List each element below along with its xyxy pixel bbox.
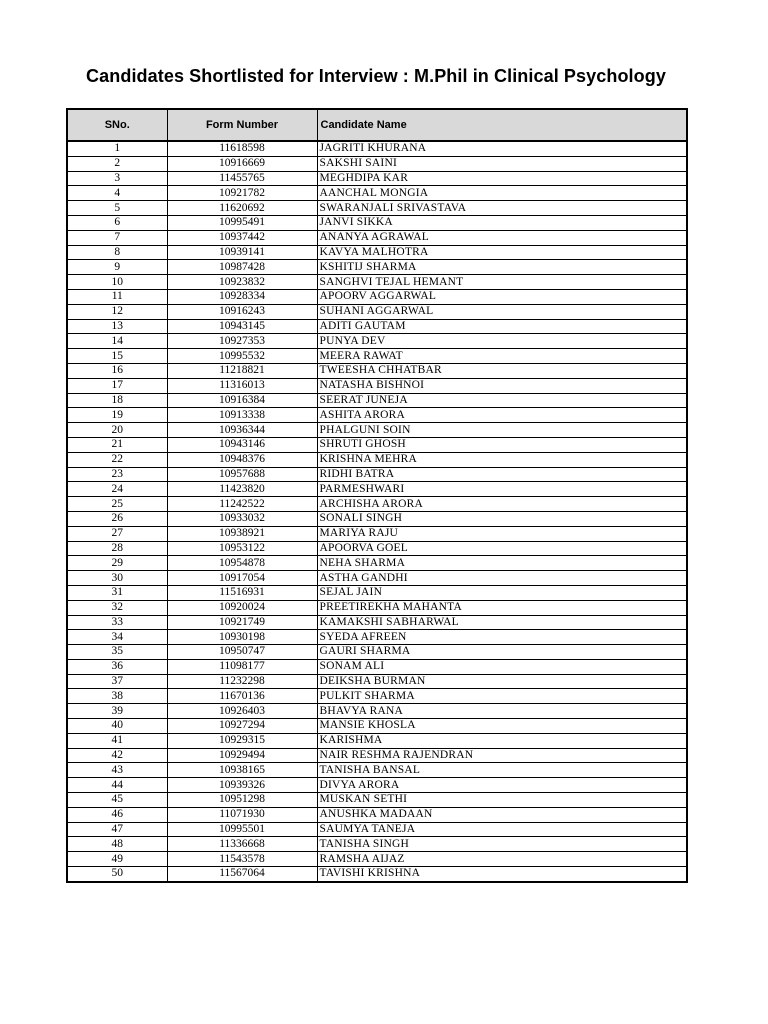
cell-form-number: 10995532 xyxy=(167,349,317,364)
cell-sno: 12 xyxy=(67,304,167,319)
cell-candidate-name: SHRUTI GHOSH xyxy=(317,437,687,452)
cell-sno: 29 xyxy=(67,556,167,571)
cell-candidate-name: SEERAT JUNEJA xyxy=(317,393,687,408)
cell-form-number: 11098177 xyxy=(167,659,317,674)
cell-candidate-name: KSHITIJ SHARMA xyxy=(317,260,687,275)
cell-sno: 33 xyxy=(67,615,167,630)
cell-form-number: 10953122 xyxy=(167,541,317,556)
cell-candidate-name: ASTHA GANDHI xyxy=(317,571,687,586)
cell-sno: 6 xyxy=(67,215,167,230)
cell-candidate-name: KARISHMA xyxy=(317,733,687,748)
cell-form-number: 10929315 xyxy=(167,733,317,748)
cell-candidate-name: ANANYA AGRAWAL xyxy=(317,230,687,245)
table-row xyxy=(67,245,687,260)
cell-form-number: 10950747 xyxy=(167,645,317,660)
cell-sno: 39 xyxy=(67,704,167,719)
cell-sno: 36 xyxy=(67,659,167,674)
table-row xyxy=(67,793,687,808)
table-row xyxy=(67,674,687,689)
header-sno: SNo. xyxy=(67,109,167,141)
table-row xyxy=(67,363,687,378)
cell-sno: 25 xyxy=(67,497,167,512)
cell-form-number: 10937442 xyxy=(167,230,317,245)
cell-candidate-name: APOORVA GOEL xyxy=(317,541,687,556)
cell-sno: 23 xyxy=(67,467,167,482)
cell-candidate-name: TWEESHA CHHATBAR xyxy=(317,363,687,378)
cell-sno: 22 xyxy=(67,452,167,467)
cell-form-number: 11218821 xyxy=(167,363,317,378)
cell-sno: 38 xyxy=(67,689,167,704)
table-row xyxy=(67,393,687,408)
table-row xyxy=(67,526,687,541)
table-row xyxy=(67,719,687,734)
table-row xyxy=(67,733,687,748)
cell-candidate-name: SYEDA AFREEN xyxy=(317,630,687,645)
cell-form-number: 10943146 xyxy=(167,437,317,452)
table-row xyxy=(67,630,687,645)
cell-sno: 50 xyxy=(67,867,167,882)
cell-sno: 42 xyxy=(67,748,167,763)
cell-sno: 49 xyxy=(67,852,167,867)
table-row xyxy=(67,467,687,482)
cell-candidate-name: DIVYA ARORA xyxy=(317,778,687,793)
cell-sno: 40 xyxy=(67,719,167,734)
cell-form-number: 10926403 xyxy=(167,704,317,719)
cell-form-number: 11567064 xyxy=(167,867,317,882)
table-row xyxy=(67,349,687,364)
cell-candidate-name: ASHITA ARORA xyxy=(317,408,687,423)
cell-sno: 4 xyxy=(67,186,167,201)
cell-candidate-name: GAURI SHARMA xyxy=(317,645,687,660)
cell-candidate-name: NEHA SHARMA xyxy=(317,556,687,571)
cell-form-number: 10921749 xyxy=(167,615,317,630)
cell-form-number: 10920024 xyxy=(167,600,317,615)
table-row xyxy=(67,319,687,334)
cell-sno: 32 xyxy=(67,600,167,615)
table-row xyxy=(67,748,687,763)
cell-sno: 17 xyxy=(67,378,167,393)
table-row xyxy=(67,689,687,704)
table-row xyxy=(67,600,687,615)
cell-candidate-name: APOORV AGGARWAL xyxy=(317,289,687,304)
table-row xyxy=(67,260,687,275)
cell-sno: 43 xyxy=(67,763,167,778)
cell-candidate-name: SONALI SINGH xyxy=(317,511,687,526)
cell-sno: 7 xyxy=(67,230,167,245)
table-row xyxy=(67,807,687,822)
cell-form-number: 10933032 xyxy=(167,511,317,526)
cell-candidate-name: MEGHDIPA KAR xyxy=(317,171,687,186)
cell-form-number: 10927353 xyxy=(167,334,317,349)
cell-form-number: 10995501 xyxy=(167,822,317,837)
table-row xyxy=(67,541,687,556)
cell-form-number: 10916243 xyxy=(167,304,317,319)
cell-sno: 3 xyxy=(67,171,167,186)
table-row xyxy=(67,482,687,497)
cell-form-number: 10938165 xyxy=(167,763,317,778)
cell-form-number: 10916669 xyxy=(167,156,317,171)
cell-form-number: 11316013 xyxy=(167,378,317,393)
cell-candidate-name: SANGHVI TEJAL HEMANT xyxy=(317,275,687,290)
cell-sno: 18 xyxy=(67,393,167,408)
cell-candidate-name: JANVI SIKKA xyxy=(317,215,687,230)
cell-form-number: 11336668 xyxy=(167,837,317,852)
table-row xyxy=(67,201,687,216)
cell-sno: 10 xyxy=(67,275,167,290)
cell-sno: 24 xyxy=(67,482,167,497)
cell-candidate-name: ANUSHKA MADAAN xyxy=(317,807,687,822)
cell-candidate-name: TAVISHI KRISHNA xyxy=(317,867,687,882)
cell-candidate-name: MEERA RAWAT xyxy=(317,349,687,364)
cell-candidate-name: SEJAL JAIN xyxy=(317,585,687,600)
cell-sno: 21 xyxy=(67,437,167,452)
cell-form-number: 10917054 xyxy=(167,571,317,586)
cell-candidate-name: KAVYA MALHOTRA xyxy=(317,245,687,260)
table-row xyxy=(67,585,687,600)
table-row xyxy=(67,171,687,186)
cell-sno: 11 xyxy=(67,289,167,304)
cell-form-number: 10951298 xyxy=(167,793,317,808)
cell-sno: 20 xyxy=(67,423,167,438)
cell-sno: 46 xyxy=(67,807,167,822)
table-row xyxy=(67,763,687,778)
table-row xyxy=(67,437,687,452)
cell-candidate-name: PHALGUNI SOIN xyxy=(317,423,687,438)
table-row xyxy=(67,659,687,674)
cell-form-number: 10939326 xyxy=(167,778,317,793)
cell-form-number: 10954878 xyxy=(167,556,317,571)
cell-sno: 35 xyxy=(67,645,167,660)
cell-form-number: 11455765 xyxy=(167,171,317,186)
table-row xyxy=(67,186,687,201)
cell-sno: 30 xyxy=(67,571,167,586)
table-row xyxy=(67,497,687,512)
table-row xyxy=(67,571,687,586)
cell-form-number: 10948376 xyxy=(167,452,317,467)
cell-candidate-name: KAMAKSHI SABHARWAL xyxy=(317,615,687,630)
cell-candidate-name: BHAVYA RANA xyxy=(317,704,687,719)
cell-candidate-name: ARCHISHA ARORA xyxy=(317,497,687,512)
cell-candidate-name: PULKIT SHARMA xyxy=(317,689,687,704)
cell-candidate-name: RAMSHA AIJAZ xyxy=(317,852,687,867)
cell-form-number: 10943145 xyxy=(167,319,317,334)
cell-candidate-name: MUSKAN SETHI xyxy=(317,793,687,808)
table-row xyxy=(67,837,687,852)
cell-candidate-name: JAGRITI KHURANA xyxy=(317,141,687,156)
cell-sno: 15 xyxy=(67,349,167,364)
table-row xyxy=(67,778,687,793)
cell-sno: 45 xyxy=(67,793,167,808)
cell-sno: 8 xyxy=(67,245,167,260)
table-row xyxy=(67,452,687,467)
cell-sno: 26 xyxy=(67,511,167,526)
table-row xyxy=(67,230,687,245)
table-row xyxy=(67,304,687,319)
cell-candidate-name: SAKSHI SAINI xyxy=(317,156,687,171)
table-row xyxy=(67,334,687,349)
cell-form-number: 10939141 xyxy=(167,245,317,260)
cell-candidate-name: SUHANI AGGARWAL xyxy=(317,304,687,319)
cell-form-number: 11516931 xyxy=(167,585,317,600)
cell-sno: 13 xyxy=(67,319,167,334)
cell-form-number: 10930198 xyxy=(167,630,317,645)
table-row xyxy=(67,141,687,156)
cell-form-number: 11071930 xyxy=(167,807,317,822)
cell-form-number: 11543578 xyxy=(167,852,317,867)
cell-sno: 1 xyxy=(67,141,167,156)
cell-candidate-name: SWARANJALI SRIVASTAVA xyxy=(317,201,687,216)
cell-candidate-name: MARIYA RAJU xyxy=(317,526,687,541)
header-row xyxy=(67,109,687,141)
cell-sno: 9 xyxy=(67,260,167,275)
cell-sno: 41 xyxy=(67,733,167,748)
cell-candidate-name: NATASHA BISHNOI xyxy=(317,378,687,393)
cell-form-number: 10957688 xyxy=(167,467,317,482)
cell-candidate-name: RIDHI BATRA xyxy=(317,467,687,482)
cell-form-number: 10927294 xyxy=(167,719,317,734)
cell-sno: 16 xyxy=(67,363,167,378)
table-row xyxy=(67,704,687,719)
cell-sno: 31 xyxy=(67,585,167,600)
cell-sno: 19 xyxy=(67,408,167,423)
cell-candidate-name: PUNYA DEV xyxy=(317,334,687,349)
cell-sno: 28 xyxy=(67,541,167,556)
cell-form-number: 10923832 xyxy=(167,275,317,290)
cell-candidate-name: PREETIREKHA MAHANTA xyxy=(317,600,687,615)
cell-form-number: 11670136 xyxy=(167,689,317,704)
cell-form-number: 10928334 xyxy=(167,289,317,304)
table-row xyxy=(67,556,687,571)
table-row xyxy=(67,867,687,882)
cell-sno: 44 xyxy=(67,778,167,793)
page-title: Candidates Shortlisted for Interview : M.Phil in Clinical Psychology xyxy=(86,66,666,86)
cell-candidate-name: TANISHA SINGH xyxy=(317,837,687,852)
cell-form-number: 10995491 xyxy=(167,215,317,230)
cell-form-number: 11423820 xyxy=(167,482,317,497)
cell-candidate-name: TANISHA BANSAL xyxy=(317,763,687,778)
cell-candidate-name: NAIR RESHMA RAJENDRAN xyxy=(317,748,687,763)
cell-form-number: 11620692 xyxy=(167,201,317,216)
table-row xyxy=(67,378,687,393)
cell-sno: 5 xyxy=(67,201,167,216)
cell-form-number: 10916384 xyxy=(167,393,317,408)
header-form-number: Form Number xyxy=(167,109,317,141)
cell-sno: 14 xyxy=(67,334,167,349)
cell-form-number: 10913338 xyxy=(167,408,317,423)
shortlist-table xyxy=(66,108,688,883)
cell-form-number: 11242522 xyxy=(167,497,317,512)
cell-form-number: 10938921 xyxy=(167,526,317,541)
cell-sno: 2 xyxy=(67,156,167,171)
cell-sno: 47 xyxy=(67,822,167,837)
cell-sno: 27 xyxy=(67,526,167,541)
table-row xyxy=(67,289,687,304)
cell-candidate-name: ADITI GAUTAM xyxy=(317,319,687,334)
table-row xyxy=(67,822,687,837)
cell-form-number: 10921782 xyxy=(167,186,317,201)
cell-sno: 37 xyxy=(67,674,167,689)
cell-form-number: 10936344 xyxy=(167,423,317,438)
cell-form-number: 10987428 xyxy=(167,260,317,275)
header-candidate-name: Candidate Name xyxy=(317,109,687,141)
table-row xyxy=(67,423,687,438)
cell-sno: 48 xyxy=(67,837,167,852)
table-row xyxy=(67,615,687,630)
table-row xyxy=(67,645,687,660)
cell-candidate-name: DEIKSHA BURMAN xyxy=(317,674,687,689)
table-row xyxy=(67,852,687,867)
cell-candidate-name: AANCHAL MONGIA xyxy=(317,186,687,201)
cell-candidate-name: KRISHNA MEHRA xyxy=(317,452,687,467)
table-row xyxy=(67,215,687,230)
table-row xyxy=(67,408,687,423)
table-row xyxy=(67,156,687,171)
table-row xyxy=(67,275,687,290)
cell-candidate-name: SAUMYA TANEJA xyxy=(317,822,687,837)
cell-form-number: 10929494 xyxy=(167,748,317,763)
table-row xyxy=(67,511,687,526)
cell-form-number: 11618598 xyxy=(167,141,317,156)
cell-form-number: 11232298 xyxy=(167,674,317,689)
cell-sno: 34 xyxy=(67,630,167,645)
cell-candidate-name: PARMESHWARI xyxy=(317,482,687,497)
cell-candidate-name: SONAM ALI xyxy=(317,659,687,674)
cell-candidate-name: MANSIE KHOSLA xyxy=(317,719,687,734)
